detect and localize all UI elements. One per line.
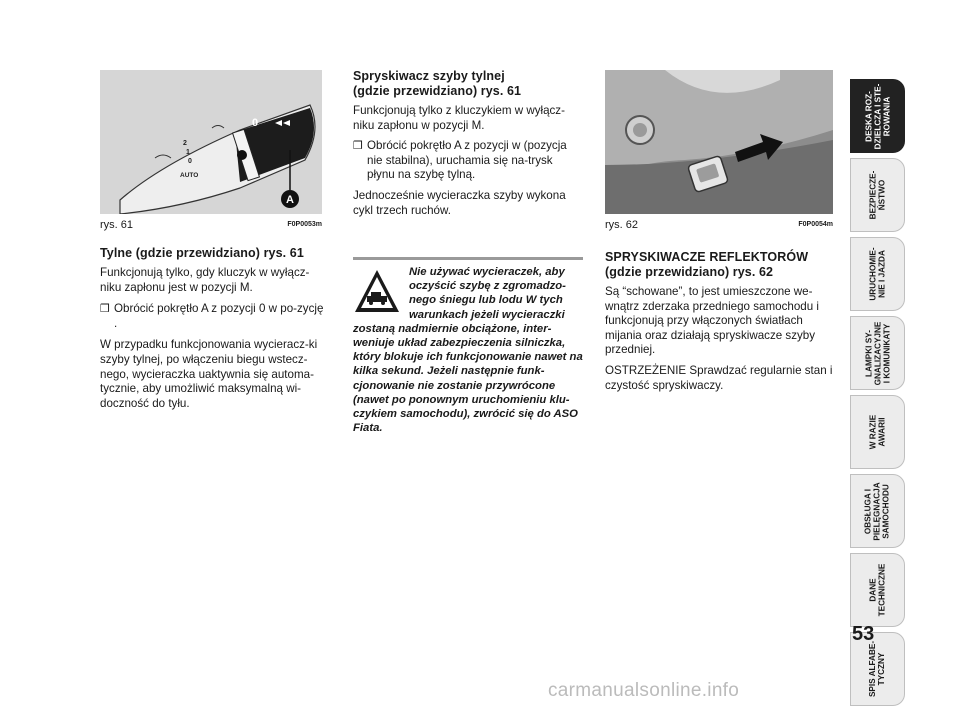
right-column: [605, 250, 835, 393]
warning-icon: [353, 268, 403, 318]
section-heading-rear: Tylne (gdzie przewidziano) rys. 61: [100, 246, 304, 260]
bullet-marker: ❒: [100, 303, 110, 316]
label-a: A: [286, 194, 294, 206]
warning-text: Nie używać wycieraczek, aby oczyścić szybę z zgromadzo-nego śniegu lub lodu W tych warunkach jeżeli wycieraczki zostaną nadmiernie obciążone, inter-weniuje układ zabezpieczenia silniczka, który blokuje ich funkcjonowanie nawet na kilka sekund. Jeżeli następnie funk-cjonowanie nie zostanie przywrócone (nawet po ponownym uruchomieniu klu-czykiem samochodu), zwrócić się do ASO Fiata.: [353, 266, 583, 435]
tab-bezpieczenstwo[interactable]: BEZPIECZE- ŃSTWO: [850, 158, 905, 232]
figure-61-caption: [100, 219, 322, 231]
caption-text: rys. 62: [605, 219, 639, 231]
section-heading-rear-washer-1: Spryskiwacz szyby tylnej: [353, 69, 505, 83]
paragraph: OSTRZEŻENIE Sprawdzać regularnie stan i czystość spryskiwaczy.: [605, 363, 833, 392]
caption-text: rys. 61: [100, 219, 134, 231]
left-column: [100, 246, 326, 411]
section-heading-headlamp-2: (gdzie przewidziano) rys. 62: [605, 265, 774, 279]
paragraph: Jednocześnie wycieraczka szyby wykona cykl trzech ruchów.: [353, 188, 566, 217]
tab-lampki[interactable]: LAMPKI SY- GNALIZACYJNE I KOMUNIKATY: [850, 316, 905, 390]
tab-deska-rozdzielcza[interactable]: DESKA ROZ- DZIELCZA I STE- ROWANIA: [850, 79, 905, 153]
figure-code: F0P0053m: [287, 221, 322, 228]
paragraph: Funkcjonują tylko z kluczykiem w wyłącz-niku zapłonu w pozycji M.: [353, 104, 565, 132]
section-heading-headlamp-1: SPRYSKIWACZE REFLEKTORÓW: [605, 250, 809, 264]
bullet-item: [100, 302, 326, 331]
figure-62-headlamp-washer: [605, 70, 833, 214]
headlamp-washer-photo: [605, 70, 833, 214]
label-two: 2: [183, 140, 187, 147]
bullet-item: [353, 139, 583, 183]
bullet-marker: ❒: [353, 140, 363, 153]
section-heading-rear-washer-2: (gdzie przewidziano) rys. 61: [353, 84, 522, 98]
tab-uruchomienie[interactable]: URUCHOMIE- NIE I JAZDA: [850, 237, 905, 311]
figure-code: F0P0054m: [798, 221, 833, 228]
label-zero-small: 0: [188, 158, 192, 165]
paragraph: W przypadku funkcjonowania wycieracz-ki szyby tylnej, po włączeniu biegu wstecz-nego, wycieraczka uaktywnia się automa-tycznie, aby umożliwić maksymalną wi-doczność do tyłu.: [100, 338, 318, 410]
label-one: 1: [186, 149, 190, 156]
middle-column: [353, 69, 583, 218]
label-auto: AUTO: [180, 172, 199, 179]
watermark: carmanualsonline.info: [548, 680, 740, 701]
figure-61-wiper-stalk: [100, 70, 322, 214]
paragraph: Są “schowane”, to jest umieszczone we-wnątrz zderzaka przedniego samochodu i funkcjonują przy włączonych światłach mijania oraz działają spryskiwacze szyby przedniej.: [605, 285, 819, 357]
figure-62-caption: [605, 219, 833, 231]
bullet-text: Obrócić pokrętło A z pozycji w (pozycja nie stabilna), uruchamia się na-trysk płynu na szybę tylną.: [367, 139, 567, 182]
tab-w-razie-awarii[interactable]: W RAZIE AWARII: [850, 395, 905, 469]
tab-dane-techniczne[interactable]: DANE TECHNICZNE: [850, 553, 905, 627]
bullet-text: Obrócić pokrętło A z pozycji 0 w po-zycję .: [114, 302, 324, 330]
paragraph: Funkcjonują tylko, gdy kluczyk w wyłącz-niku zapłonu jest w pozycji M.: [100, 266, 310, 294]
warning-box: [353, 257, 583, 435]
tab-obsluga[interactable]: OBSŁUGA I PIELĘGNACJA SAMOCHODU: [850, 474, 905, 548]
label-zero: 0: [252, 117, 259, 129]
page-number: 53: [852, 623, 875, 645]
tab-spis-alfabetyczny[interactable]: SPIS ALFABE- TYCZNY: [850, 632, 905, 706]
wiper-stalk-illustration: [100, 70, 322, 214]
